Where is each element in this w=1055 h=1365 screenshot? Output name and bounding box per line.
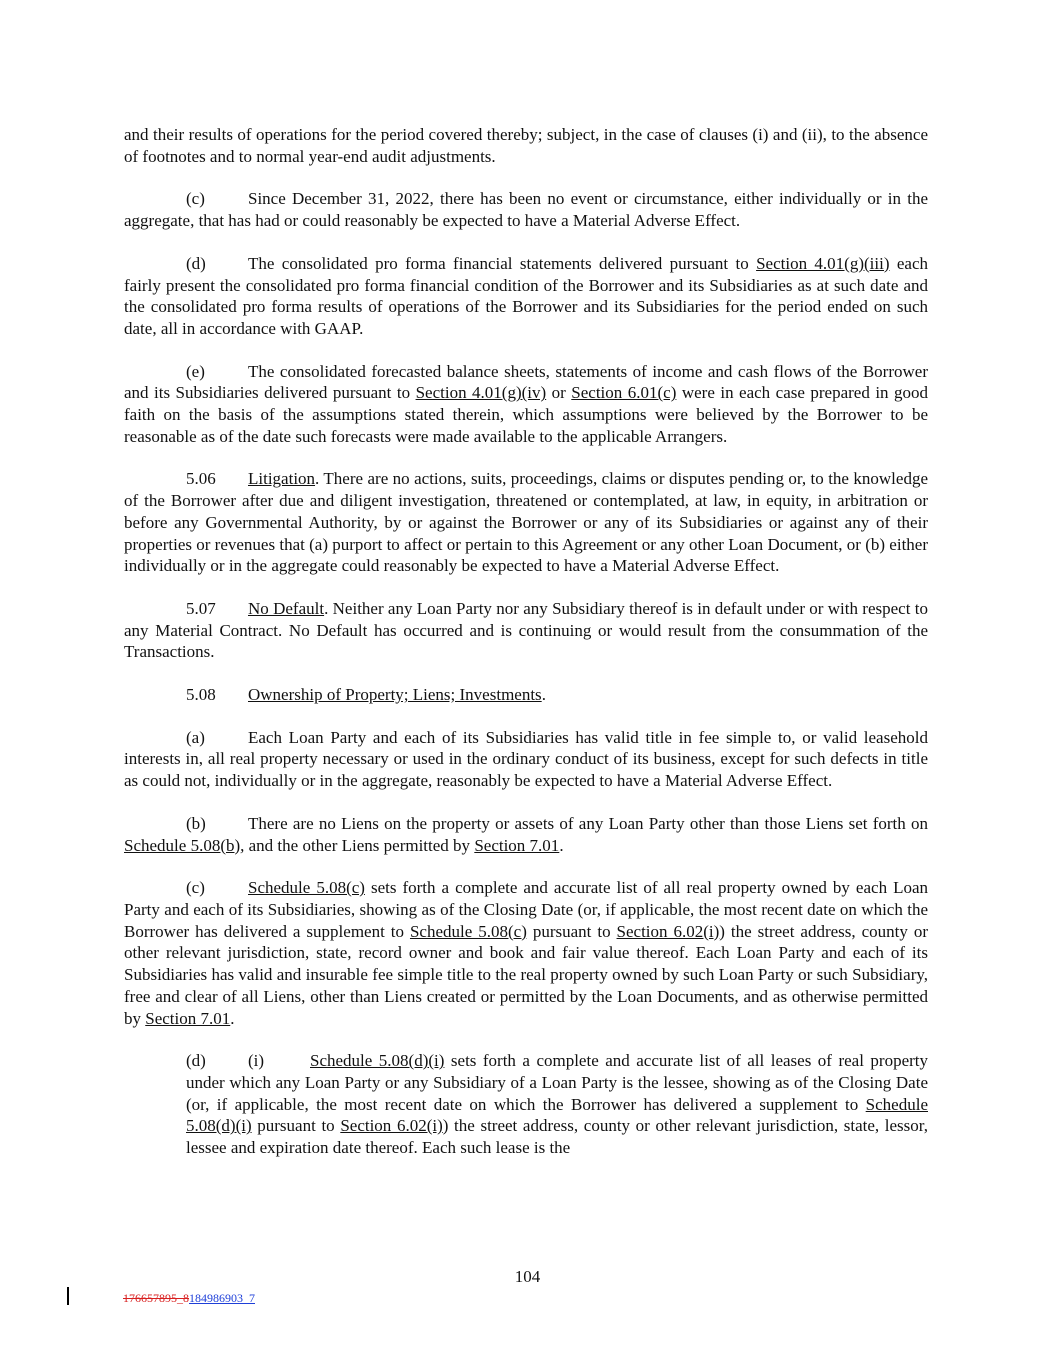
section-ref-link: Section 6.02(i): [340, 1116, 443, 1136]
clause-c: (c) Since December 31, 2022, there has been no event or circumstance, either individually or in the aggregate, that has had or could reasonably be expected to have a Material Adverse Effect.: [124, 189, 928, 231]
section-5-07: 5.07 No Default. Neither any Loan Party nor any Subsidiary thereof is in default under or with respect to any Material Contract. No Default has occurred and is continuing or would result from the consummation of the Transactions.: [124, 598, 928, 662]
schedule-ref-link: Schedule 5.08(d)(i): [310, 1051, 445, 1071]
clause-e: (e) The consolidated forecasted balance sheets, statements of income and cash flows of the Borrower and its Subsidiaries delivered pursuant to Section 4.01(g)(iv) or Section 6.01(c) were in each case prepared in good faith on the basis of the assumptions stated therein, which assumptions were believed by the Borrower to be reasonable as of the date such forecasts were made available to the applicable Arrangers.: [124, 361, 929, 446]
section-ref-link: Section 7.01: [474, 835, 560, 855]
clause-label: (c): [186, 878, 205, 898]
section-title: No Default: [248, 598, 325, 618]
schedule-ref-link: Schedule 5.08(b): [124, 835, 241, 855]
intro-paragraph: and their results of operations for the period covered thereby; subject, in the case of clauses (i) and (ii), to the absence of footnotes and to normal year-end audit adjustments.: [124, 125, 928, 166]
clause-5-08-c: (c) Schedule 5.08(c) sets forth a complete and accurate list of all real property owned by each Loan Party and each of its Subsidiaries, showing as of the Closing Date (or, if applicable, the most recent date on which the Borrower has delivered a supplement to Schedule 5.08(c) pursuant to Section 6.02(i)) the street address, county or other relevant jurisdiction, state, record owner and book and fair value thereof. Each Loan Party and each of its Subsidiaries has valid and insurable fee simple title to the real property owned by such Loan Party or such Subsidiary, free and clear of all Liens, other than Liens created or permitted by the Loan Documents, and as otherwise permitted by Section 7.01.: [124, 878, 929, 1028]
page-number: 104: [514, 1267, 541, 1286]
clause-label: (a): [186, 727, 205, 747]
section-5-06: 5.06 Litigation. There are no actions, suits, proceedings, claims or disputes pending or, to the knowledge of the Borrower after due and diligent investigation, threatened or contemplated, at law, in equity, in arbitration or before any Governmental Authority, by or against the Borrower or any of its Subsidiaries or against any of their properties or revenues that (a) purport to affect or pertain to this Agreement or any other Loan Document, or (b) either individually or in the aggregate could reasonably be expected to have a Material Adverse Effect.: [124, 469, 928, 576]
document-body: [124, 124, 928, 1159]
section-number: 5.06: [186, 469, 216, 489]
deleted-doc-id: 176657895_8: [123, 1291, 189, 1305]
clause-label: (d): [186, 1051, 206, 1071]
inserted-doc-id: 184986903_7: [189, 1291, 255, 1305]
section-number: 5.08: [186, 685, 216, 705]
change-bar: [67, 1287, 69, 1305]
clause-5-08-d: (d) (i) Schedule 5.08(d)(i) sets forth a complete and accurate list of all leases of real property under which any Loan Party or any Subsidiary of a Loan Party is the lessee, showing as of the Closing Date (or, if applicable, the most recent date on which the Borrower has delivered a supplement to Schedule 5.08(d)(i) pursuant to Section 6.02(i)) the street address, county or other relevant jurisdiction, state, lessor, lessee and expiration date thereof. Each such lease is the: [186, 1051, 929, 1158]
section-ref-link: Section 4.01(g)(iii): [756, 253, 890, 273]
clause-5-08-a: (a) Each Loan Party and each of its Subsidiaries has valid title in fee simple to, or valid leasehold interests in, all real property necessary or used in the ordinary conduct of its business, except for such defects in title as could not, individually or in the aggregate, reasonably be expected to have a Material Adverse Effect.: [124, 727, 928, 791]
section-title: Ownership of Property; Liens; Investments: [248, 685, 542, 705]
section-number: 5.07: [186, 598, 216, 618]
section-ref-link: Section 6.02(i): [616, 921, 720, 941]
section-5-08: 5.08 Ownership of Property; Liens; Investments.: [186, 685, 546, 705]
clause-label: (b): [186, 813, 206, 833]
section-ref-link: Section 7.01: [145, 1008, 231, 1028]
document-id: [123, 1288, 255, 1310]
clause-label: (d): [186, 253, 206, 273]
schedule-ref-link: Schedule 5.08(c): [409, 921, 527, 941]
clause-5-08-b: (b) There are no Liens on the property or assets of any Loan Party other than those Liens set forth on Schedule 5.08(b), and the other Liens permitted by Section 7.01.: [124, 813, 928, 855]
section-ref-link: Section 6.01(c): [571, 383, 677, 403]
clause-label: (c): [186, 189, 205, 209]
section-ref-link: Section 4.01(g)(iv): [415, 383, 547, 403]
clause-d: (d) The consolidated pro forma financial statements delivered pursuant to Section 4.01(g)(iii) each fairly present the consolidated pro forma financial condition of the Borrower and its Subsidiaries as at such date and the consolidated pro forma results of operations of the Borrower and its Subsidiaries for the period ended on such date, all in accordance with GAAP.: [124, 253, 928, 338]
subclause-label: (i): [248, 1051, 265, 1071]
section-title: Litigation: [248, 469, 316, 489]
schedule-ref-link: Schedule 5.08(d)(i): [186, 1094, 928, 1136]
schedule-ref-link: Schedule 5.08(c): [248, 878, 365, 898]
clause-label: (e): [186, 361, 205, 381]
